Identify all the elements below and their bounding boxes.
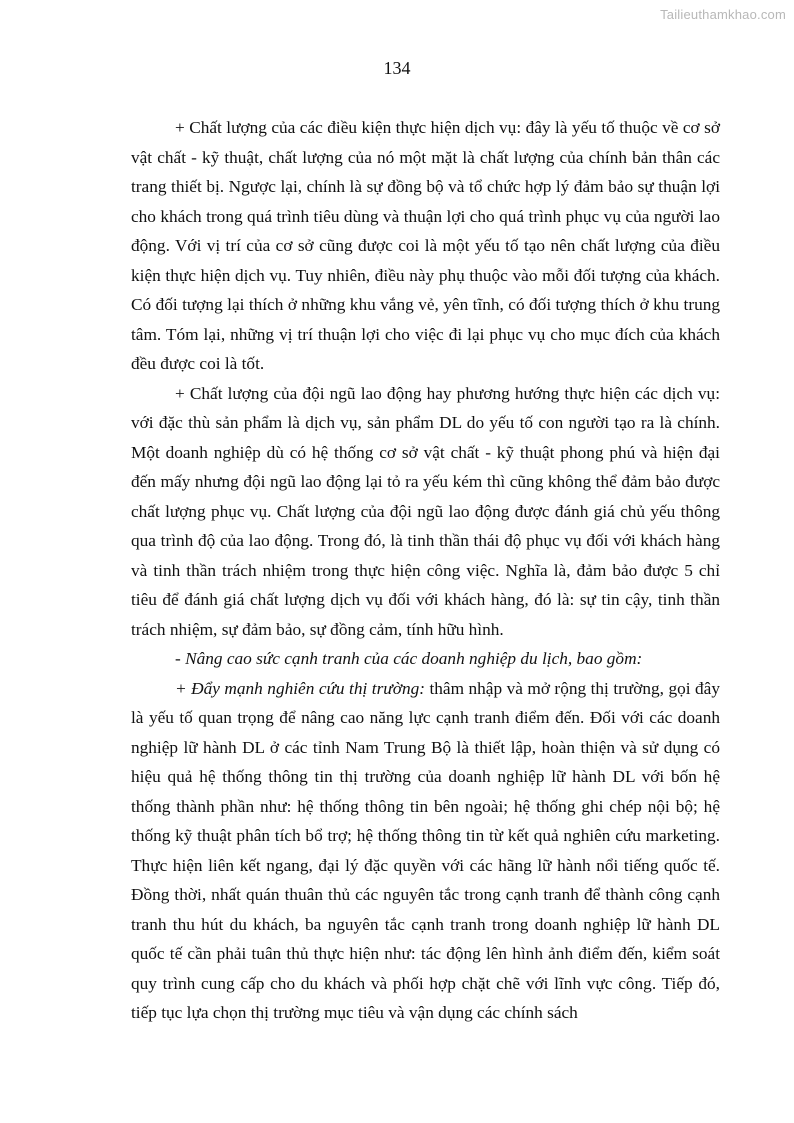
paragraph-text: + Chất lượng của đội ngũ lao động hay phương hướng thực hiện các dịch vụ: với đặc thù sản phẩm là dịch vụ, sản phẩm DL do yếu tố con người tạo ra là chính. Một doanh nghiệp dù có hệ thống cơ sở vật chất - kỹ thuật phong phú và hiện đại đến mấy nhưng đội ngũ lao động lại tỏ ra yếu kém thì cũng không thể đảm bảo được chất lượng phục vụ. Chất lượng của đội ngũ lao động được đánh giá chủ yếu thông qua trình độ của lao động. Trong đó, là tinh thần thái độ phục vụ đối với khách hàng và tinh thần trách nhiệm trong thực hiện công việc. Nghĩa là, đảm bảo được 5 chỉ tiêu để đánh giá chất lượng dịch vụ đối với khách hàng, đó là: sự tin cậy, tinh thần trách nhiệm, sự đảm bảo, sự đồng cảm, tính hữu hình. bbox=[131, 383, 720, 639]
paragraph-staff-quality bbox=[131, 379, 720, 645]
paragraph-market-research bbox=[131, 674, 720, 1028]
paragraph-competitiveness-heading bbox=[131, 644, 720, 674]
document-body bbox=[131, 113, 720, 1028]
paragraph-facility-quality bbox=[131, 113, 720, 379]
paragraph-text: + Chất lượng của các điều kiện thực hiện dịch vụ: đây là yếu tố thuộc về cơ sở vật chất - kỹ thuật, chất lượng của nó một mặt là chất lượng của chính bản thân các trang thiết bị. Ngược lại, chính là sự đồng bộ và tổ chức hợp lý đảm bảo sự thuận lợi cho khách trong quá trình tiêu dùng và thuận lợi cho quá trình phục vụ của người lao động. Với vị trí của cơ sở cũng được coi là một yếu tố tạo nên chất lượng của điều kiện thực hiện dịch vụ. Tuy nhiên, điều này phụ thuộc vào mỗi đối tượng của khách. Có đối tượng lại thích ở những khu vắng vẻ, yên tĩnh, có đối tượng thích ở khu trung tâm. Tóm lại, những vị trí thuận lợi cho việc đi lại phục vụ cho mục đích của khách đều được coi là tốt. bbox=[131, 118, 720, 373]
watermark: Tailieuthamkhao.com bbox=[660, 7, 786, 22]
italic-heading: - Nâng cao sức cạnh tranh của các doanh nghiệp du lịch, bao gồm: bbox=[175, 649, 643, 668]
page-number: 134 bbox=[383, 58, 411, 78]
italic-lead: + Đẩy mạnh nghiên cứu thị trường: bbox=[175, 678, 425, 698]
paragraph-text: thâm nhập và mở rộng thị trường, gọi đây là yếu tố quan trọng để nâng cao năng lực cạnh tranh điểm đến. Đối với các doanh nghiệp lữ hành DL ở các tỉnh Nam Trung Bộ là thiết lập, hoàn thiện và sử dụng có hiệu quả hệ thống thông tin thị trường của doanh nghiệp lữ hành DL với bốn hệ thống thành phần như: hệ thống thông tin bên ngoài; hệ thống ghi chép nội bộ; hệ thống kỹ thuật phân tích bổ trợ; hệ thống thông tin từ kết quả nghiên cứu marketing. Thực hiện liên kết ngang, đại lý đặc quyền với các hãng lữ hành nổi tiếng quốc tế. Đồng thời, nhất quán thuân thủ các nguyên tắc trong cạnh tranh để thành công cạnh tranh thu hút du khách, ba nguyên tắc cạnh tranh trong doanh nghiệp lữ hành DL quốc tế cần phải tuân thủ thực hiện như: tác động lên hình ảnh điểm đến, kiểm soát quy trình cung cấp cho du khách và phối hợp chặt chẽ với lĩnh vực công. Tiếp đó, tiếp tục lựa chọn thị trường mục tiêu và vận dụng các chính sách bbox=[131, 678, 720, 1022]
